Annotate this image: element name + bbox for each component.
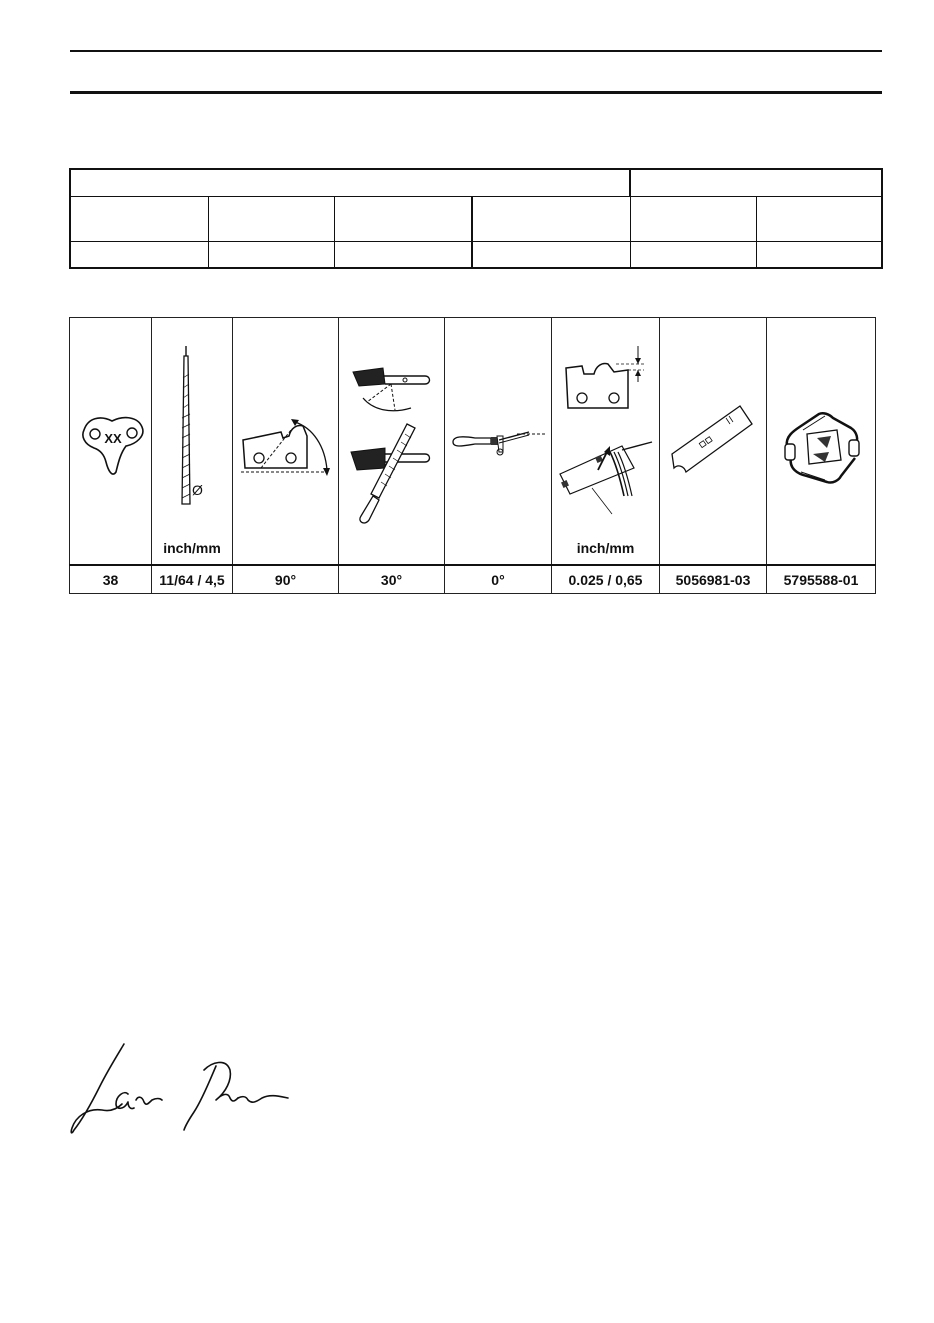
round-file-icon — [152, 318, 233, 564]
file-holder-angle-value: 0° — [445, 565, 552, 594]
spec-cell — [472, 197, 630, 242]
cutter-marking-text: XX — [104, 431, 122, 446]
sharpening-tools-table — [69, 317, 876, 594]
spec-cell — [208, 197, 334, 242]
spec-cell — [756, 242, 882, 269]
filing-gauge-cell — [767, 318, 876, 566]
cutter-marking-cell — [70, 318, 152, 566]
round-file-cell — [152, 318, 233, 566]
spec-cell — [334, 242, 472, 269]
file-holder-angle-cell — [445, 318, 552, 566]
spec-header-row — [70, 169, 882, 197]
header-rule — [70, 50, 882, 52]
spec-cell — [472, 242, 630, 269]
depth-gauge-tool-part-number: 5056981-03 — [660, 565, 767, 594]
filing-angle-value: 90° — [233, 565, 339, 594]
spec-cell — [70, 197, 208, 242]
top-plate-angle-icon — [339, 318, 445, 564]
spec-subheader-row — [70, 197, 882, 242]
spec-cell — [208, 242, 334, 269]
filing-gauge-icon — [767, 318, 876, 564]
depth-gauge-cell — [552, 318, 660, 566]
depth-gauge-icon — [552, 318, 660, 564]
tool-values-row — [70, 565, 876, 594]
filing-gauge-part-number: 5795588-01 — [767, 565, 876, 594]
spec-value-row — [70, 242, 882, 269]
file-diameter-value: 11/64 / 4,5 — [152, 565, 233, 594]
spec-cell — [630, 242, 756, 269]
spec-header-cell-right — [630, 169, 882, 197]
section-rule — [70, 91, 882, 94]
depth-gauge-value: 0.025 / 0,65 — [552, 565, 660, 594]
filing-angle-cell — [233, 318, 339, 566]
depth-gauge-tool-cell — [660, 318, 767, 566]
top-plate-angle-value: 30° — [339, 565, 445, 594]
spec-cell — [630, 197, 756, 242]
depth-gauge-tool-icon — [660, 318, 767, 564]
file-holder-icon — [445, 318, 552, 564]
file-unit-label: inch/mm — [163, 540, 221, 556]
tool-illustration-row — [70, 318, 876, 566]
spec-header-cell-left — [70, 169, 630, 197]
cutter-angle-90-icon — [233, 318, 339, 564]
spec-cell — [334, 197, 472, 242]
top-plate-angle-cell — [339, 318, 445, 566]
diameter-symbol: Ø — [192, 482, 203, 498]
spec-cell — [756, 197, 882, 242]
depth-gauge-unit-label: inch/mm — [576, 540, 635, 556]
cutter-marking-value: 38 — [70, 565, 152, 594]
handwritten-signature — [66, 1040, 296, 1140]
specification-table — [69, 168, 883, 269]
spec-cell — [70, 242, 208, 269]
